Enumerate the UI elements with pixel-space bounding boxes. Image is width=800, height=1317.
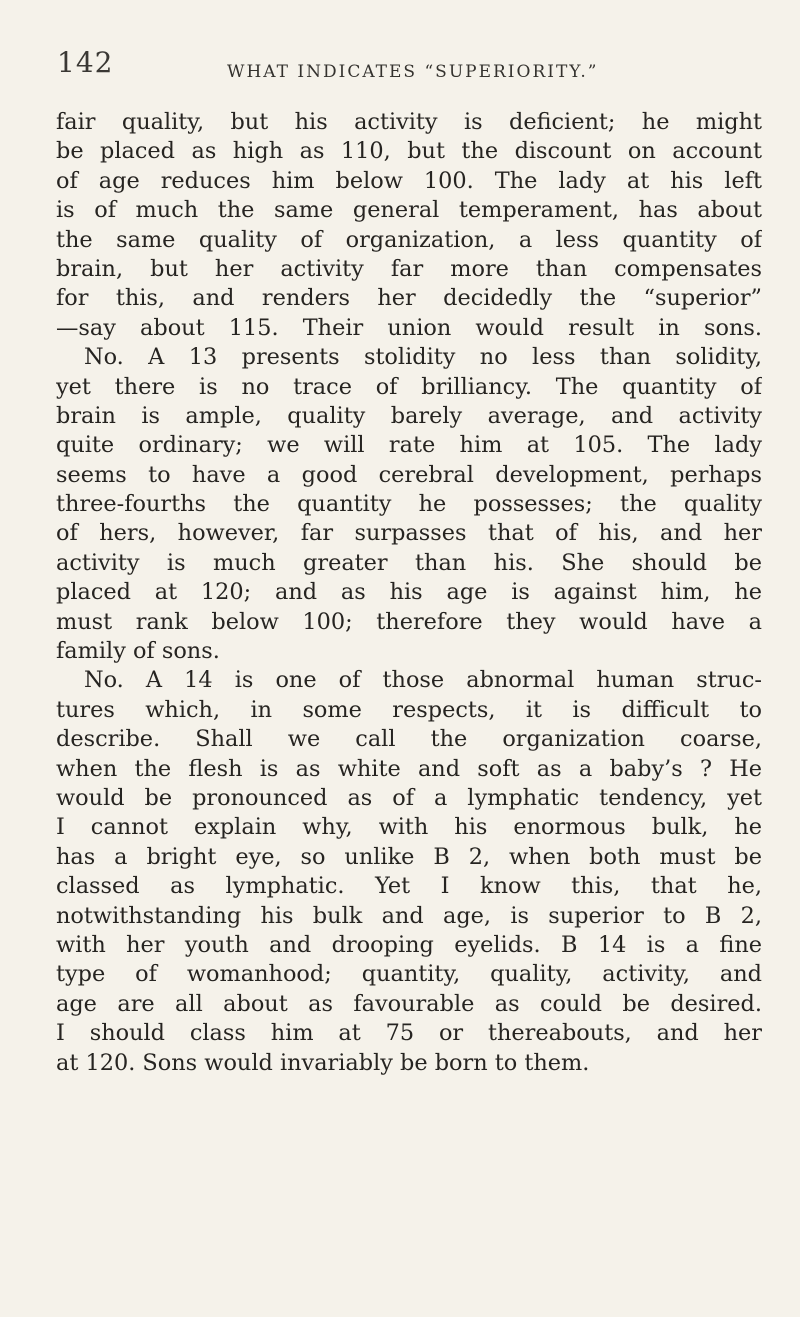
- text-line: placed at 120; and as his age is against him, he: [56, 579, 762, 606]
- page-header: [57, 46, 757, 96]
- text-line: of hers, however, far surpasses that of his, and her: [56, 520, 762, 547]
- text-line: three-fourths the quantity he possesses; the quality: [56, 491, 762, 518]
- text-line: at 120. Sons would invariably be born to them.: [56, 1049, 590, 1076]
- text-line: seems to have a good cerebral development, perhaps: [56, 461, 762, 488]
- text-line: for this, and renders her decidedly the “superior”: [56, 285, 762, 312]
- text-line: I cannot explain why, with his enormous bulk, he: [56, 814, 762, 841]
- page-number: 142: [57, 46, 114, 79]
- text-line: —say about 115. Their union would result in sons.: [56, 314, 762, 341]
- text-line: tures which, in some respects, it is difficult to: [56, 696, 762, 723]
- text-line: I should class him at 75 or thereabouts, and her: [56, 1020, 762, 1047]
- text-line: would be pronounced as of a lymphatic tendency, yet: [56, 784, 762, 811]
- text-line: No. A 14 is one of those abnormal human struc-: [84, 667, 762, 694]
- text-line: brain, but her activity far more than compensates: [56, 255, 762, 282]
- text-line: classed as lymphatic. Yet I know this, that he,: [56, 873, 762, 900]
- text-line: yet there is no trace of brilliancy. The quantity of: [56, 373, 762, 400]
- text-line: must rank below 100; therefore they would have a: [56, 608, 762, 635]
- text-line: brain is ample, quality barely average, and activity: [56, 402, 762, 429]
- text-line: when the flesh is as white and soft as a baby’s ? He: [56, 755, 762, 782]
- text-line: be placed as high as 110, but the discount on account: [56, 138, 762, 165]
- text-line: notwithstanding his bulk and age, is superior to B 2,: [56, 902, 762, 929]
- text-line: family of sons.: [56, 638, 220, 665]
- text-line: activity is much greater than his. She should be: [56, 549, 762, 576]
- text-line: with her youth and drooping eyelids. B 14 is a fine: [56, 931, 762, 958]
- body-text: [56, 108, 762, 1078]
- text-line: of age reduces him below 100. The lady at his left: [56, 167, 762, 194]
- text-line: age are all about as favourable as could be desired.: [56, 990, 762, 1017]
- text-line: describe. Shall we call the organization coarse,: [56, 726, 762, 753]
- text-line: is of much the same general temperament, has about: [56, 197, 762, 224]
- running-head: WHAT INDICATES “SUPERIORITY.”: [227, 62, 599, 82]
- text-line: has a bright eye, so unlike B 2, when both must be: [56, 843, 762, 870]
- text-line: quite ordinary; we will rate him at 105. The lady: [56, 432, 762, 459]
- text-line: fair quality, but his activity is deficient; he might: [56, 109, 762, 135]
- text-line: type of womanhood; quantity, quality, activity, and: [56, 961, 762, 988]
- text-line: No. A 13 presents stolidity no less than solidity,: [84, 344, 762, 371]
- text-line: the same quality of organization, a less quantity of: [56, 226, 762, 253]
